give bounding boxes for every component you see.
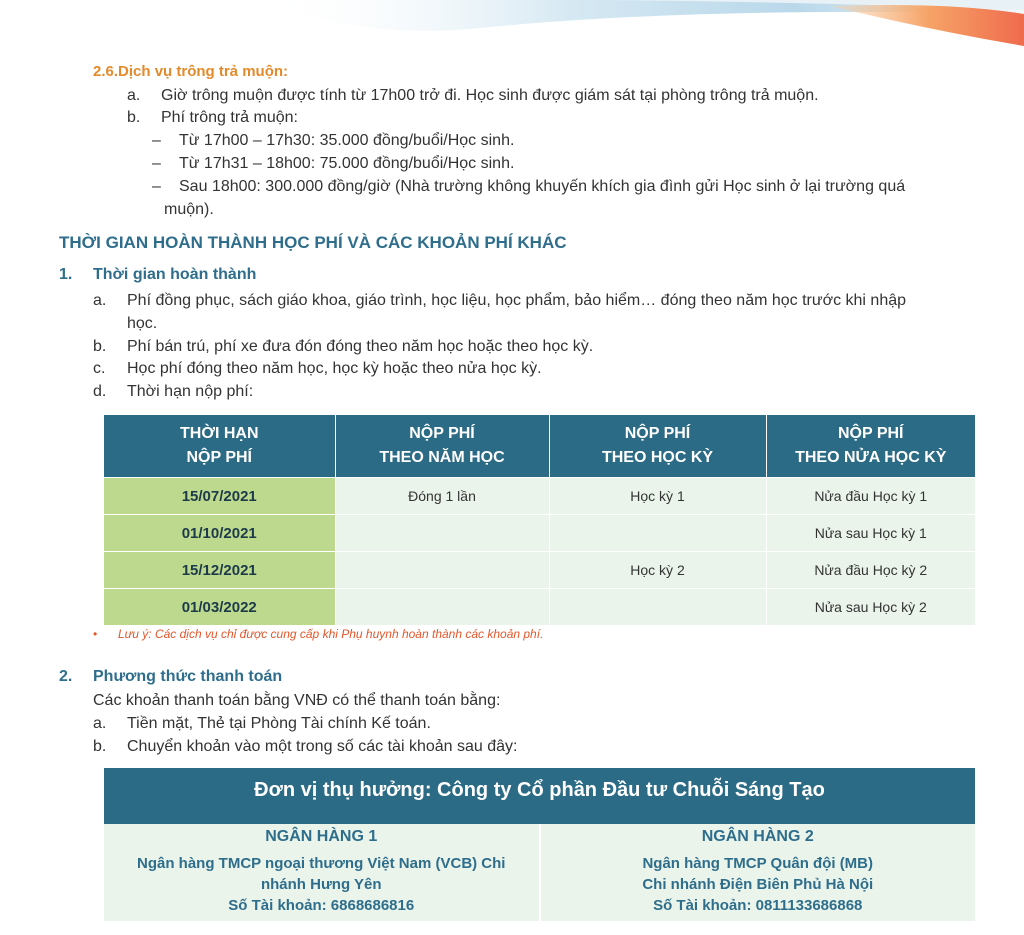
note-text: Lưu ý: Các dịch vụ chỉ được cung cấp khi Phụ huynh hoàn thành các khoản phí.: [118, 627, 544, 641]
list-item-text: Giờ trông muộn được tính từ 17h00 trở đi. Học sinh được giám sát tại phòng trông trả muộn.: [161, 87, 819, 104]
list-marker: b.: [127, 109, 141, 126]
list-item-text: Phí đồng phục, sách giáo khoa, giáo trình, học liệu, học phẩm, bảo hiểm… đóng theo năm học trước khi nhập: [127, 292, 907, 309]
section-number: 1.: [59, 266, 73, 283]
table-cell: [335, 515, 549, 552]
table-header-row: [104, 415, 975, 478]
dash-marker: –: [152, 132, 161, 149]
dash-marker: –: [152, 155, 161, 172]
section-1-heading: [59, 266, 256, 284]
table-cell: [335, 589, 549, 626]
bank-account-number: Số Tài khoản: 0811133686868: [653, 897, 863, 914]
table-cell: [335, 552, 549, 589]
table-cell: Nửa sau Học kỳ 1: [766, 515, 975, 552]
section-1-item: [93, 358, 542, 380]
section-2-intro: Các khoản thanh toán bằng VNĐ có thể thanh toán bằng:: [93, 692, 501, 709]
list-item-text: Chuyển khoản vào một trong số các tài khoản sau đây:: [127, 738, 518, 755]
note: [93, 627, 543, 641]
section-title: Thời gian hoàn thành: [93, 266, 257, 283]
section-2-6-item-b: [127, 107, 298, 129]
fee-deadline-table: [104, 415, 975, 625]
bank-branch-line: Ngân hàng TMCP Quân đội (MB): [642, 855, 874, 872]
list-item-text: Phí bán trú, phí xe đưa đón đóng theo năm học hoặc theo học kỳ.: [127, 338, 594, 355]
table-cell: [549, 515, 766, 552]
list-marker: b.: [93, 338, 107, 355]
table-row: [104, 478, 975, 515]
section-1-item: [93, 381, 253, 403]
list-item-text: Tiền mặt, Thẻ tại Phòng Tài chính Kế toán.: [127, 715, 431, 732]
table-cell: Học kỳ 2: [549, 552, 766, 589]
table-row: [104, 589, 975, 626]
section-1-item: [93, 290, 906, 312]
bank-branch-line: nhánh Hưng Yên: [260, 876, 382, 893]
deadline-cell: 15/07/2021: [104, 478, 335, 515]
table-cell: Học kỳ 1: [549, 478, 766, 515]
table-row: [104, 515, 975, 552]
section-2-item: [93, 736, 517, 758]
column-header: NỘP PHÍ THEO NỬA HỌC KỲ: [766, 415, 975, 478]
late-fee-item: [152, 153, 514, 175]
list-marker: c.: [93, 360, 106, 377]
deadline-cell: 01/10/2021: [104, 515, 335, 552]
list-item-text: Phí trông trả muộn:: [161, 109, 298, 126]
bank-branch-line: Ngân hàng TMCP ngoại thương Việt Nam (VCB) Chi: [137, 855, 506, 872]
bank-column: [104, 824, 539, 921]
section-2-6-item-a: [127, 85, 819, 107]
dash-marker: –: [152, 178, 161, 195]
section-2-heading: [59, 668, 282, 686]
table-cell: Nửa đầu Học kỳ 1: [766, 478, 975, 515]
table-cell: Nửa đầu Học kỳ 2: [766, 552, 975, 589]
header-decoration: [0, 0, 1024, 60]
late-fee-continuation: muộn).: [164, 201, 214, 218]
table-cell: Nửa sau Học kỳ 2: [766, 589, 975, 626]
bank-name: NGÂN HÀNG 1: [265, 828, 378, 845]
list-item-text: Học phí đóng theo năm học, học kỳ hoặc theo nửa học kỳ.: [127, 360, 542, 377]
list-marker: a.: [127, 87, 141, 104]
late-fee-text: Sau 18h00: 300.000 đồng/giờ (Nhà trường không khuyến khích gia đình gửi Học sinh ở lại trường quá: [179, 178, 906, 195]
list-marker: a.: [93, 292, 107, 309]
list-item-text: Thời hạn nộp phí:: [127, 383, 254, 400]
bank-branch-line: Chi nhánh Điện Biên Phủ Hà Nội: [642, 876, 874, 893]
table-cell: [549, 589, 766, 626]
list-marker: d.: [93, 383, 107, 400]
section-2-item: [93, 713, 431, 735]
bank-account-number: Số Tài khoản: 6868686816: [228, 897, 415, 914]
section-title: Phương thức thanh toán: [93, 668, 283, 685]
beneficiary-header: Đơn vị thụ hưởng: Công ty Cổ phần Đầu tư Chuỗi Sáng Tạo: [104, 768, 975, 824]
bank-column: [539, 824, 976, 921]
bank-name: NGÂN HÀNG 2: [701, 828, 814, 845]
bullet-marker: •: [93, 627, 98, 641]
table-row: [104, 552, 975, 589]
main-heading: THỜI GIAN HOÀN THÀNH HỌC PHÍ VÀ CÁC KHOẢN PHÍ KHÁC: [59, 233, 567, 252]
deadline-cell: 01/03/2022: [104, 589, 335, 626]
late-fee-text: Từ 17h31 – 18h00: 75.000 đồng/buổi/Học sinh.: [179, 155, 515, 172]
section-number: 2.: [59, 668, 73, 685]
column-header: THỜI HẠN NỘP PHÍ: [104, 415, 335, 478]
section-1-item: [93, 336, 593, 358]
list-marker: a.: [93, 715, 107, 732]
deadline-cell: 15/12/2021: [104, 552, 335, 589]
late-fee-item: [152, 176, 905, 198]
column-header: NỘP PHÍ THEO HỌC KỲ: [549, 415, 766, 478]
column-header: NỘP PHÍ THEO NĂM HỌC: [335, 415, 549, 478]
bank-accounts: [104, 824, 975, 921]
section-1-item-continuation: học.: [127, 315, 158, 332]
list-marker: b.: [93, 738, 107, 755]
late-fee-text: Từ 17h00 – 17h30: 35.000 đồng/buổi/Học sinh.: [179, 132, 515, 149]
section-2-6-heading: 2.6.Dịch vụ trông trả muộn:: [93, 63, 289, 80]
late-fee-item: [152, 130, 514, 152]
table-cell: Đóng 1 lần: [335, 478, 549, 515]
